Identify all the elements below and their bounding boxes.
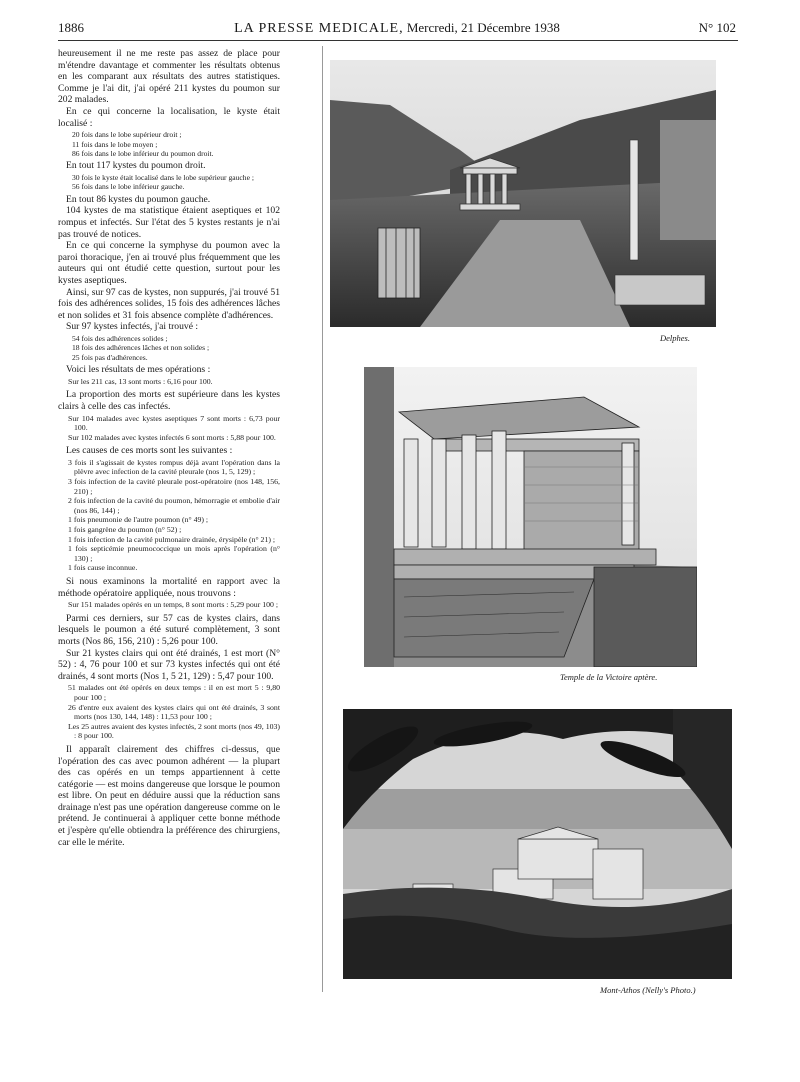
list-item: Sur 102 malades avec kystes infectés 6 sont morts : 5,88 pour 100. <box>68 432 276 442</box>
list-item: 1 fois septicémie pneumococcique un mois après l'opération (n° 130) ; <box>68 544 280 563</box>
list-item: 20 fois dans le lobe supérieur droit ; <box>72 130 182 140</box>
paragraph: heureusement il ne me reste pas assez de place pour m'étendre davantage et commenter les résultats obtenus en les comparant aux résultats des autres statistiques. Comme je l'ai dit, j'ai opéré 211 kystes du poumon sur 202 malades. <box>58 48 280 106</box>
paragraph: Sur 97 kystes infectés, j'ai trouvé : <box>66 321 199 333</box>
photo-caption: Temple de la Victoire aptère. <box>560 672 658 682</box>
localisation-list-left <box>58 173 280 192</box>
paragraph: 104 kystes de ma statistique étaient aseptiques et 102 rompus et infectés. Sur l'état des 5 kystes restants je n'ai pas trouvé de notices. <box>58 205 280 240</box>
paragraph: La proportion des morts est supérieure dans les kystes clairs à celle des cas infectés. <box>58 389 280 412</box>
paragraph: Ainsi, sur 97 cas de kystes, non suppurés, j'ai trouvé 51 fois des adhérences solides, 15 fois des adhérences lâches et non solides et 31 fois absence complète d'adhérences. <box>58 286 280 321</box>
column-rule <box>322 46 323 992</box>
list-item: 2 fois infection de la cavité du poumon, hémorragie et embolie d'air (nos 86, 144) ; <box>68 496 280 515</box>
page-number: 1886 <box>58 20 84 35</box>
list-item: Sur 104 malades avec kystes aseptiques 7 sont morts : 6,73 pour 100. <box>68 413 280 433</box>
list-item: 3 fois il s'agissait de kystes rompus déjà avant l'opération dans la plèvre avec infection de la cavité pleurale (nos 1, 5, 129) ; <box>68 457 280 477</box>
causes-list <box>58 458 280 573</box>
athos-photo <box>343 709 732 979</box>
running-header <box>58 20 736 40</box>
paragraph: Si nous examinons la mortalité en rapport avec la méthode opératoire appliquée, nous trouvons : <box>58 576 280 599</box>
list-item: Sur les 211 cas, 13 sont morts : 6,16 pour 100. <box>68 376 213 386</box>
list-item: 26 d'entre eux avaient des kystes clairs qui ont été drainés, 3 sont morts (nos 130, 144, 148) : 11,53 pour 100 ; <box>68 702 280 722</box>
list-item: 51 malades ont été opérés en deux temps : il en est mort 5 : 9,80 pour 100 ; <box>68 683 280 702</box>
list-item: 18 fois des adhérences lâches et non solides ; <box>72 343 210 353</box>
article-column <box>58 48 280 848</box>
temple-photo <box>364 367 697 667</box>
list-item: 11 fois dans le lobe moyen ; <box>72 139 158 149</box>
photo-caption: Delphes. <box>660 333 690 343</box>
paragraph: En ce qui concerne la localisation, le kyste était localisé : <box>58 105 280 129</box>
list-item: 86 fois dans le lobe inférieur du poumon droit. <box>72 148 214 158</box>
journal-header <box>58 20 736 37</box>
journal-title: LA PRESSE MEDICALE, <box>234 21 404 36</box>
paragraph: Les causes de ces morts sont les suivantes : <box>66 445 233 457</box>
list-item: 1 fois infection de la cavité pulmonaire drainée, érysipèle (n° 21) ; <box>68 534 276 544</box>
adherences-list <box>58 334 280 362</box>
photo-caption: Mont-Athos (Nelly's Photo.) <box>600 985 696 995</box>
list-item: 1 fois pneumonie de l'autre poumon (n° 49) ; <box>68 515 209 525</box>
paragraph: Parmi ces derniers, sur 57 cas de kystes clairs, dans lesquels le poumon a été suturé complètement, 3 sont morts (Nos 86, 156, 210) : 5,26 pour 100. <box>58 612 280 647</box>
header-rule <box>58 40 738 41</box>
list-item: Les 25 autres avaient des kystes infectés, 2 sont morts (nos 49, 103) : 8 pour 100. <box>68 721 280 741</box>
paragraph: Il apparaît clairement des chiffres ci-dessus, que l'opération des cas avec poumon adhérent — la plupart des cas opérés en un temps appartiennent à cette catégorie — est moins dangereuse que lorsque le poumon est libre. On peut en déduire aussi que la réduction sans drainage n'est pas une opération dangereuse comme on le prétend. Je continuerai à appliquer cette bonne méthode et j'espère qu'elle obtiendra la préférence des chirurgiens, car elle le mérite. <box>58 743 280 848</box>
list-item: 1 fois gangrène du poumon (n° 52) ; <box>68 525 182 535</box>
issue-number: N° 102 <box>698 20 736 35</box>
list-item: 54 fois des adhérences solides ; <box>72 333 168 343</box>
list-item: Sur 151 malades opérés en un temps, 8 sont morts : 5,29 pour 100 ; <box>68 600 279 610</box>
method-note <box>58 600 280 610</box>
delphi-photo <box>330 60 716 327</box>
results-note <box>58 377 280 387</box>
paragraph: Sur 21 kystes clairs qui ont été drainés, 1 est mort (N° 52) : 4, 76 pour 100 et sur 73 kystes infectés qui ont été drainés, 4 sont morts (Nos 1, 5 21, 129) : 5,47 pour 100. <box>58 647 280 682</box>
localisation-list-right <box>58 130 280 158</box>
list-item: 1 fois cause inconnue. <box>68 563 138 573</box>
mortality-note <box>58 414 280 443</box>
issue-date: Mercredi, 21 Décembre 1938 <box>406 20 560 35</box>
paragraph: Voici les résultats de mes opérations : <box>66 364 211 376</box>
list-item: 25 fois pas d'adhérences. <box>72 352 148 362</box>
list-item: 3 fois infection de la cavité pleurale post-opératoire (nos 148, 156, 210) ; <box>68 477 280 496</box>
paragraph: En tout 117 kystes du poumon droit. <box>66 160 206 172</box>
list-item: 56 fois dans le lobe inférieur gauche. <box>72 182 185 192</box>
paragraph: En tout 86 kystes du poumon gauche. <box>66 193 211 205</box>
paragraph: En ce qui concerne la symphyse du poumon avec la paroi thoracique, j'en ai trouvé plus fréquemment que les auteurs qui ont étudié cette question, surtout pour les kystes aseptiques. <box>58 240 280 286</box>
list-item: 30 fois le kyste était localisé dans le lobe supérieur gauche ; <box>72 172 254 182</box>
two-stage-list <box>58 683 280 741</box>
